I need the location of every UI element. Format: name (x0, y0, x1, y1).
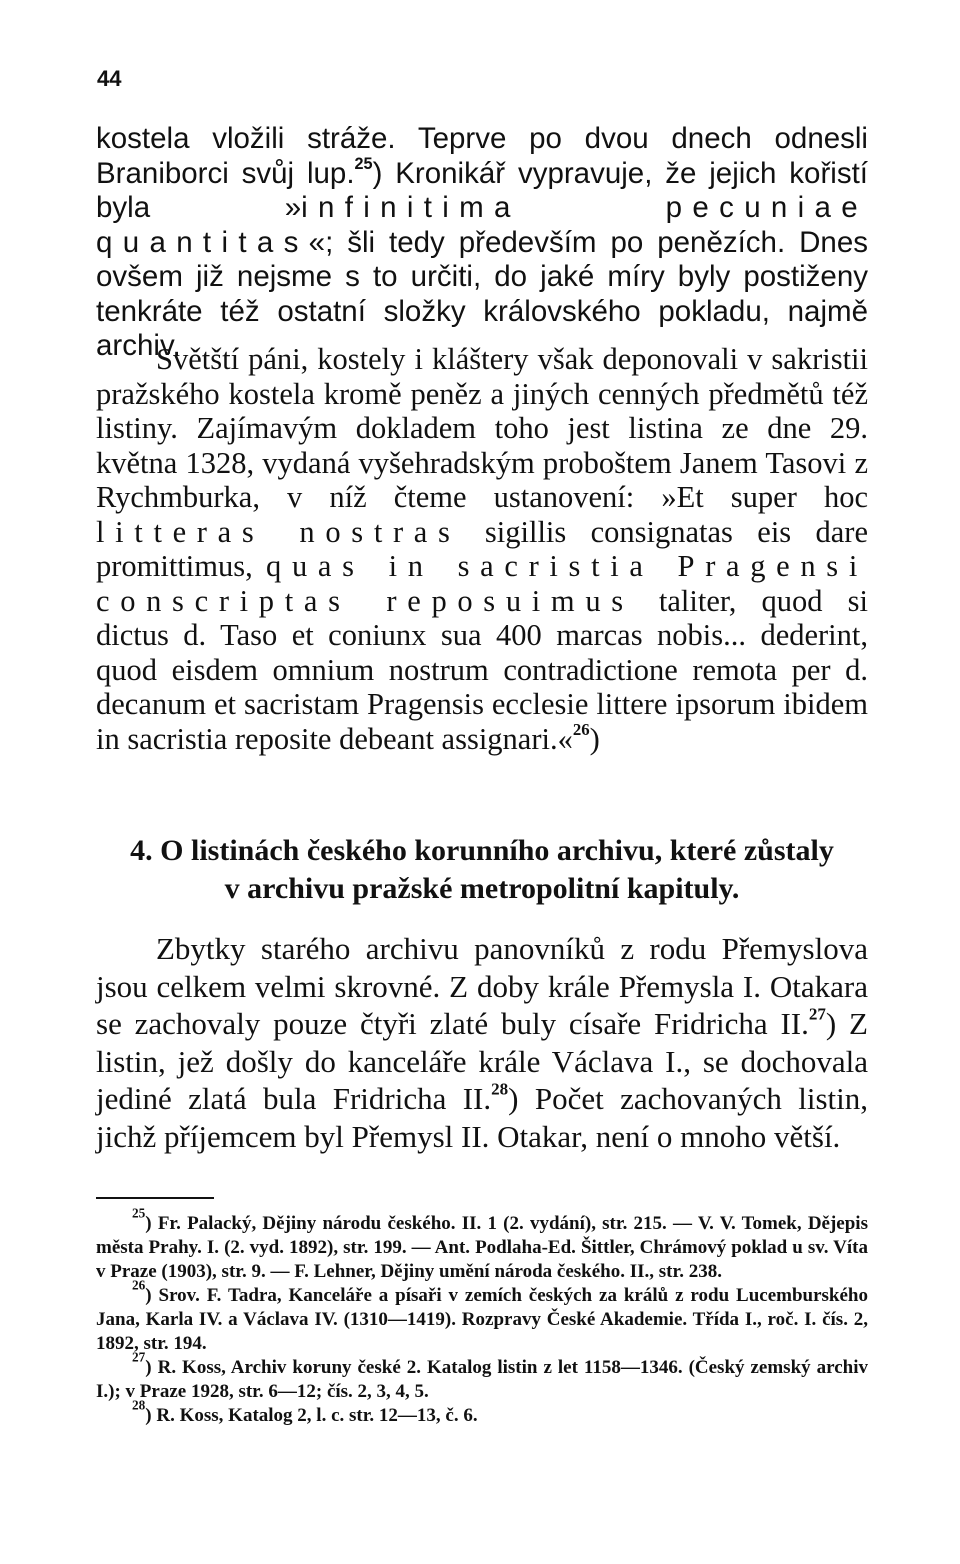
footnote-ref-28: 28 (491, 1079, 509, 1099)
paragraph-2-text-b: sigillis consignatas eis dare promittimus, (96, 514, 868, 583)
footnote-25 (96, 1205, 868, 1284)
footnote-mark-27: 27 (132, 1349, 146, 1365)
paragraph-3 (96, 930, 868, 1155)
paragraph-1 (96, 122, 868, 364)
footnote-28 (96, 1397, 868, 1428)
paragraph-3-text-b: ) Z listin, jež došly do kanceláře krále Václava I., se dochovala jediné zlatá bula Fridricha II. (96, 1006, 868, 1116)
paragraph-2-text-d: ) (589, 721, 600, 756)
footnote-separator (96, 1197, 214, 1199)
footnote-27 (96, 1349, 868, 1404)
paragraph-2-text-a: Světští páni, kostely i kláštery však deponovali v sakristii pražského kostela kromě peněz a jiných cenných předmětů též listiny. Zajímavým dokladem toho jest listina ze dne 29. května 1328, vydaná vyšehradským proboštem Janem Tasovi z Rychmburka, v níž čteme ustanovení: »Et super hoc (96, 342, 868, 514)
section-heading (96, 832, 868, 908)
page-number: 44 (97, 66, 122, 91)
paragraph-2-spaced-1: litteras nostras (96, 514, 461, 549)
paragraph-3-text-c: ) Počet zachovaných listin, jichž příjemcem byl Přemysl II. Otakar, není o mnoho větší. (96, 1081, 868, 1154)
footnote-text-26: ) Srov. F. Tadra, Kanceláře a písaři v zemích českých za králů z rodu Lucemburského Jana, Karla IV. a Václava IV. (1310—1419). Rozpravy České Akademie. Třída I., roč. I. čís. 2, 1892, str. 194. (96, 1285, 868, 1354)
paragraph-1-text-a: kostela vložili stráže. Teprve po dvou dnech odnesli Braniborci svůj lup. (96, 122, 868, 190)
footnote-ref-25: 25 (354, 154, 373, 173)
footnote-mark-26: 26 (132, 1277, 146, 1293)
footnote-text-28: ) R. Koss, Katalog 2, l. c. str. 12—13, č. 6. (145, 1405, 478, 1426)
paragraph-1-latin-quote: infinitima pecuniae quantitas (96, 191, 868, 259)
footnote-mark-25: 25 (132, 1205, 146, 1221)
footnote-ref-26: 26 (572, 719, 590, 739)
footnote-text-25: ) Fr. Palacký, Dějiny národu českého. II. 1 (2. vydání), str. 215. — V. V. Tomek, Dějepis města Prahy. I. (2. vyd. 1892), str. 199. — Ant. Podlaha-Ed. Šittler, Chrámový poklad u sv. Víta v Praze (1903), str. 9. — F. Lehner, Dějiny umění národa českého. II., str. 238. (96, 1213, 868, 1282)
footnote-mark-28: 28 (132, 1397, 146, 1413)
paragraph-3-text-a: Zbytky starého archivu panovníků z rodu Přemyslova jsou celkem velmi skrovné. Z doby krále Přemysla I. Otakara se zachovaly pouze čtyři zlaté buly císaře Fridricha II. (96, 931, 868, 1041)
paragraph-2-spaced-2: quas in sacristia Pragensi conscriptas reposuimus (96, 549, 868, 618)
footnote-text-27: ) R. Koss, Archiv koruny české 2. Katalog listin z let 1158—1346. (Český zemský archiv I.); v Praze 1928, str. 6—12; čís. 2, 3, 4, 5. (96, 1357, 868, 1402)
paragraph-2 (96, 342, 868, 756)
paragraph-2-text-c: taliter, quod si dictus d. Taso et coniunx sua 400 marcas nobis... dederint, quod eisdem omnium nostrum contradictione remota per d. decanum et sacristam Pragensis ecclesie littere ipsorum ibidem in sacristia reposite debeant assignari.« (96, 583, 868, 756)
section-heading-line-1: 4. O listinách českého korunního archivu, které zůstaly (130, 834, 834, 867)
paragraph-1-text-b: ) Kronikář vypravuje, že jejich kořistí byla » (96, 156, 868, 224)
paragraph-1-text-c: «; šli tedy především po penězích. Dnes ovšem již nejsme s to určiti, do jaké míry byly postiženy tenkráte též ostatní složky královského pokladu, najmě archiv. (96, 225, 868, 362)
section-heading-line-2: v archivu pražské metropolitní kapituly. (224, 872, 740, 905)
footnote-26 (96, 1277, 868, 1356)
footnotes (96, 1205, 868, 1428)
footnote-ref-27: 27 (808, 1004, 826, 1024)
